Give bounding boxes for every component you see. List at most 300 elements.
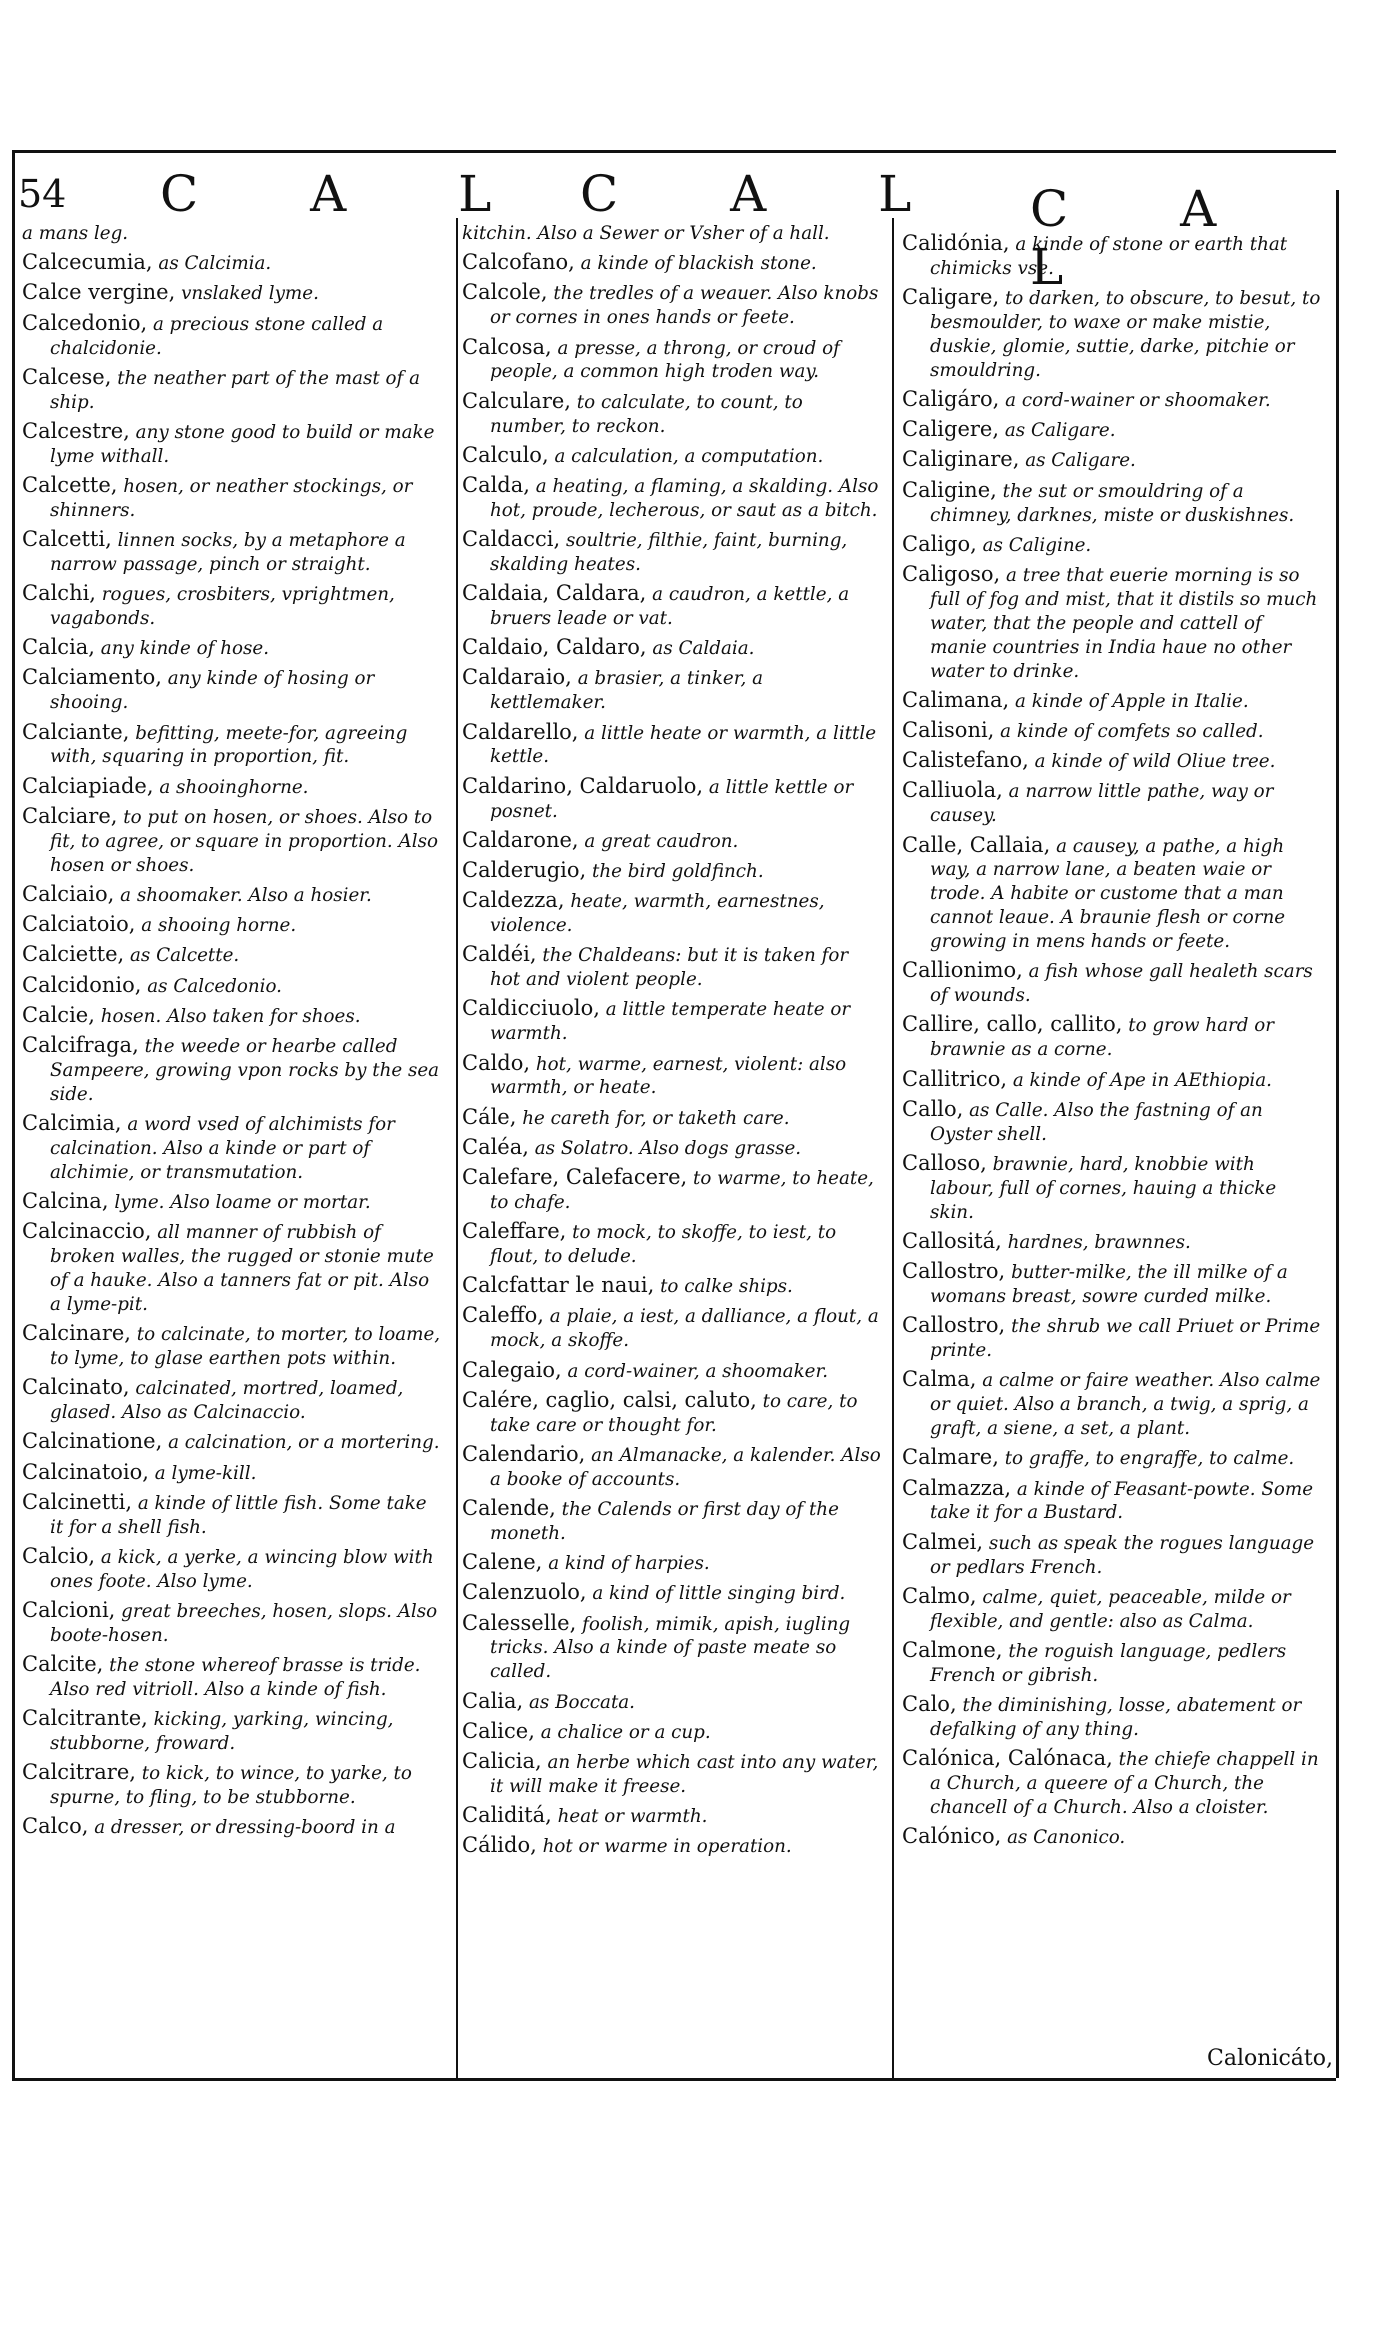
entry-definition: a dresser, or dressing-boord in a — [94, 1817, 396, 1839]
entry-headword: Calciante, — [22, 719, 130, 744]
dictionary-entry — [22, 775, 444, 800]
dictionary-entry — [462, 859, 884, 884]
entry-headword: Calcie, — [22, 1002, 95, 1027]
entry-headword: Calmazza, — [902, 1475, 1012, 1500]
entry-headword: Calculare, — [462, 388, 571, 413]
entry-headword: Calcosa, — [462, 334, 552, 359]
entry-headword: Calce vergine, — [22, 280, 176, 305]
entry-definition: to darken, to obscure, to besut, to besmoulder, to waxe or make mistie, duskie, glomie, suttie, darke, pitchie or smouldring. — [930, 288, 1321, 381]
entry-definition: the Chaldeans: but it is taken for hot and violent people. — [490, 945, 849, 991]
entry-headword: Calcitrante, — [22, 1706, 148, 1731]
entry-definition: any kinde of hose. — [100, 638, 270, 660]
dictionary-entry — [462, 636, 884, 661]
dictionary-entry — [22, 366, 444, 415]
column-separator-2 — [892, 218, 894, 2078]
entry-headword: Caldicciuolo, — [462, 996, 600, 1021]
dictionary-entry — [902, 1013, 1324, 1062]
dictionary-entry — [462, 1581, 884, 1606]
entry-definition: as Calcimia. — [158, 253, 272, 275]
dictionary-entry — [22, 805, 444, 878]
entry-definition: a kind of little singing bird. — [592, 1583, 846, 1605]
entry-headword: Calidónia, — [902, 231, 1010, 255]
entry-headword: Callostro, — [902, 1313, 1006, 1338]
dictionary-entry — [462, 222, 884, 246]
entry-headword: Caliginare, — [902, 447, 1020, 472]
entry-definition: a lyme-kill. — [154, 1462, 257, 1484]
entry-definition: the weede or hearbe called Sampeere, growing vpon rocks by the sea side. — [50, 1035, 440, 1105]
entry-definition: to grow hard or brawnie as a corne. — [930, 1015, 1275, 1061]
entry-headword: Calia, — [462, 1688, 524, 1713]
entry-definition: hardnes, brawnnes. — [1007, 1231, 1191, 1253]
dictionary-entry — [22, 1112, 444, 1185]
entry-definition: the shrub we call Priuet or Prime printe. — [930, 1316, 1321, 1362]
dictionary-entry — [462, 1359, 884, 1384]
dictionary-entry — [902, 1314, 1324, 1363]
page-number: 54 — [18, 172, 67, 216]
entry-definition: a precious stone called a chalcidonie. — [50, 313, 384, 359]
entry-headword: Calendario, — [462, 1441, 586, 1466]
column-3 — [902, 232, 1324, 1855]
entry-definition: to put on hosen, or shoes. Also to fit, to agree, or square in proportion. Also hosen or shoes. — [50, 806, 438, 876]
entry-headword: Calenzuolo, — [462, 1580, 587, 1605]
entry-definition: a cord-wainer, a shoomaker. — [567, 1360, 829, 1382]
dictionary-entry — [22, 1430, 444, 1455]
entry-definition: a little temperate heate or warmth. — [490, 999, 851, 1045]
entry-definition: rogues, crosbiters, vprightmen, vagabonds. — [50, 584, 395, 630]
dictionary-entry — [22, 1034, 444, 1107]
entry-headword: Caldo, — [462, 1050, 531, 1075]
entry-headword: Caldarello, — [462, 719, 579, 744]
running-head-2: C A L — [580, 165, 960, 223]
entry-headword: Calcinatoio, — [22, 1459, 149, 1484]
entry-definition: a kinde of comfets so called. — [1000, 720, 1264, 742]
dictionary-entry — [902, 533, 1324, 558]
dictionary-entry — [902, 232, 1324, 281]
entry-headword: Calciette, — [22, 942, 125, 967]
entry-definition: a word vsed of alchimists for calcination. Also a kinde or part of alchimie, or transmutation. — [50, 1113, 395, 1183]
dictionary-entry — [902, 388, 1324, 413]
dictionary-entry — [462, 1443, 884, 1492]
dictionary-entry — [902, 1639, 1324, 1688]
entry-definition: to calculate, to count, to number, to reckon. — [490, 391, 803, 437]
dictionary-entry — [462, 1136, 884, 1161]
dictionary-entry — [462, 1720, 884, 1745]
entry-headword: Calco, — [22, 1814, 89, 1839]
entry-definition: befitting, meete-for, agreeing with, squaring in proportion, fit. — [50, 722, 408, 768]
dictionary-entry — [22, 1599, 444, 1648]
entry-headword: Calice, — [462, 1718, 535, 1743]
entry-headword: Caldaraio, — [462, 665, 572, 690]
entry-headword: Calmo, — [902, 1583, 977, 1608]
entry-definition: a kinde of stone or earth that chimicks vse. — [930, 234, 1288, 279]
dictionary-entry — [462, 1551, 884, 1576]
dictionary-entry — [462, 1834, 884, 1859]
entry-definition: the roguish language, pedlers French or gibrish. — [930, 1640, 1287, 1686]
entry-headword: Calicia, — [462, 1748, 542, 1773]
entry-headword: Calmone, — [902, 1637, 1003, 1662]
entry-headword: Calcina, — [22, 1188, 109, 1213]
dictionary-entry — [902, 479, 1324, 528]
dictionary-entry — [462, 444, 884, 469]
dictionary-entry — [462, 390, 884, 439]
entry-definition: a chalice or a cup. — [540, 1721, 711, 1743]
dictionary-entry — [902, 1477, 1324, 1526]
entry-headword: Calcifraga, — [22, 1032, 139, 1057]
entry-headword: Caldaia, Caldara, — [462, 581, 647, 606]
entry-definition: a fish whose gall healeth scars of wounds. — [930, 961, 1313, 1007]
entry-definition: as Calcette. — [130, 945, 240, 967]
entry-headword: Caligáro, — [902, 387, 1000, 412]
dictionary-entry — [902, 286, 1324, 383]
entry-definition: a cord-wainer or shoomaker. — [1005, 390, 1271, 412]
dictionary-entry — [902, 719, 1324, 744]
entry-definition: kitchin. Also a Sewer or Vsher of a hall. — [462, 223, 830, 244]
entry-definition: heat or warmth. — [557, 1806, 708, 1828]
dictionary-entry — [462, 1106, 884, 1131]
entry-headword: Caleffo, — [462, 1303, 544, 1328]
dictionary-entry — [462, 1052, 884, 1101]
entry-headword: Calcia, — [22, 635, 95, 660]
entry-headword: Calcio, — [22, 1543, 96, 1568]
entry-definition: a little heate or warmth, a little kettle. — [490, 722, 877, 768]
dictionary-entry — [462, 281, 884, 330]
entry-definition: calcinated, mortred, loamed, glased. Also as Calcinaccio. — [50, 1378, 404, 1424]
entry-headword: Caligoso, — [902, 561, 1001, 586]
entry-definition: the neather part of the mast of a ship. — [50, 367, 421, 413]
entry-headword: Calo, — [902, 1691, 957, 1716]
entry-headword: Calciatoio, — [22, 912, 136, 937]
entry-headword: Calcette, — [22, 472, 118, 497]
dictionary-entry — [22, 582, 444, 631]
running-head-1: C A L — [160, 165, 540, 223]
entry-definition: a kinde of Feasant-powte. Some take it for a Bustard. — [930, 1478, 1314, 1524]
dictionary-entry — [22, 1322, 444, 1371]
entry-headword: Calónico, — [902, 1824, 1002, 1849]
dictionary-entry — [902, 689, 1324, 714]
dictionary-entry — [462, 1389, 884, 1438]
entry-definition: any stone good to build or make lyme withall. — [50, 421, 435, 467]
entry-definition: a causey, a pathe, a high way, a narrow lane, a beaten waie or trode. A habite or custome that a man cannot leaue. A braunie flesh or corne growing in mens hands or feete. — [930, 835, 1286, 953]
entry-definition: hot, warme, earnest, violent: also warmth, or heate. — [490, 1053, 847, 1099]
entry-definition: a plaie, a iest, a dalliance, a flout, a mock, a skoffe. — [490, 1306, 879, 1352]
entry-headword: Calére, caglio, calsi, caluto, — [462, 1387, 757, 1412]
entry-definition: he careth for, or taketh care. — [522, 1107, 790, 1129]
entry-definition: a little kettle or posnet. — [490, 776, 854, 822]
dictionary-entry — [902, 959, 1324, 1008]
entry-headword: Calcinatione, — [22, 1429, 163, 1454]
entry-headword: Caldezza, — [462, 888, 565, 913]
dictionary-entry — [22, 666, 444, 715]
entry-headword: Calcedonio, — [22, 310, 148, 335]
entry-definition: a shooing horne. — [141, 915, 297, 937]
entry-definition: to kick, to wince, to yarke, to spurne, to fling, to be stubborne. — [50, 1763, 412, 1809]
entry-headword: Calisoni, — [902, 717, 995, 742]
dictionary-entry — [462, 1497, 884, 1546]
entry-headword: Callositá, — [902, 1228, 1002, 1253]
dictionary-entry — [22, 1653, 444, 1702]
dictionary-entry — [462, 474, 884, 523]
entry-headword: Calcioni, — [22, 1597, 116, 1622]
entry-headword: Caldacci, — [462, 527, 561, 552]
entry-headword: Caleffare, — [462, 1219, 567, 1244]
dictionary-entry — [902, 1152, 1324, 1225]
entry-definition: a kinde of Ape in AEthiopia. — [1012, 1069, 1272, 1091]
dictionary-entry — [22, 281, 444, 306]
entry-definition: a kinde of little fish. Some take it for a shell fish. — [50, 1492, 427, 1538]
entry-headword: Callostro, — [902, 1259, 1006, 1284]
entry-definition: a brasier, a tinker, a kettlemaker. — [490, 668, 763, 714]
entry-headword: Calefare, Calefacere, — [462, 1165, 688, 1190]
entry-headword: Calcitrare, — [22, 1760, 136, 1785]
entry-definition: to calcinate, to morter, to loame, to lyme, to glase earthen pots within. — [50, 1324, 441, 1369]
entry-definition: to mock, to skoffe, to iest, to flout, to delude. — [490, 1222, 837, 1268]
entry-definition: lyme. Also loame or mortar. — [114, 1191, 371, 1213]
dictionary-entry — [22, 974, 444, 999]
entry-definition: soultrie, filthie, faint, burning, skalding heates. — [490, 530, 848, 575]
entry-definition: a calcination, or a mortering. — [168, 1432, 440, 1454]
entry-definition: hosen, or neather stockings, or shinners. — [50, 475, 413, 521]
entry-headword: Calcimia, — [22, 1110, 122, 1135]
dictionary-entry — [22, 1491, 444, 1540]
entry-headword: Calcite, — [22, 1652, 104, 1677]
entry-headword: Calcese, — [22, 364, 112, 389]
entry-headword: Caligare, — [902, 285, 1000, 310]
dictionary-entry — [462, 1804, 884, 1829]
dictionary-entry — [462, 251, 884, 276]
left-border — [12, 150, 15, 2078]
dictionary-entry — [902, 563, 1324, 684]
entry-definition: heate, warmth, earnestnes, violence. — [490, 891, 825, 937]
entry-definition: as Caligine. — [982, 534, 1092, 556]
column-2 — [462, 222, 884, 1864]
dictionary-entry — [902, 749, 1324, 774]
dictionary-entry — [462, 1220, 884, 1269]
entry-headword: Calcecumia, — [22, 250, 153, 275]
entry-headword: Caliditá, — [462, 1803, 552, 1828]
entry-headword: Caldaio, Caldaro, — [462, 635, 647, 660]
entry-definition: a narrow little pathe, way or causey. — [930, 781, 1274, 827]
entry-headword: Caldarone, — [462, 827, 579, 852]
dictionary-entry — [22, 222, 444, 246]
dictionary-entry — [462, 1166, 884, 1215]
entry-headword: Calderugio, — [462, 858, 587, 882]
entry-headword: Calloso, — [902, 1150, 987, 1175]
running-head-3: C A L — [1030, 180, 1265, 296]
dictionary-entry — [902, 1260, 1324, 1309]
dictionary-entry — [462, 1304, 884, 1353]
entry-headword: Caldarino, Caldaruolo, — [462, 773, 704, 798]
dictionary-entry — [902, 1368, 1324, 1441]
dictionary-entry — [22, 943, 444, 968]
dictionary-entry — [22, 1815, 444, 1840]
entry-definition: to warme, to heate, to chafe. — [490, 1168, 874, 1213]
entry-headword: Caligine, — [902, 477, 997, 502]
dictionary-entry — [462, 829, 884, 854]
entry-definition: a kind of harpies. — [548, 1553, 710, 1575]
entry-definition: a kinde of wild Oliue tree. — [1034, 751, 1276, 773]
entry-headword: Callionimo, — [902, 958, 1023, 983]
entry-headword: Calegaio, — [462, 1357, 562, 1382]
dictionary-entry — [22, 1545, 444, 1594]
entry-definition: the sut or smouldring of a chimney, darknes, miste or duskishnes. — [930, 480, 1295, 526]
dictionary-entry — [462, 582, 884, 631]
entry-definition: as Calcedonio. — [147, 975, 282, 997]
entry-headword: Calciamento, — [22, 665, 162, 690]
entry-headword: Calcinato, — [22, 1375, 130, 1400]
entry-headword: Calmei, — [902, 1529, 984, 1554]
entry-headword: Caligo, — [902, 531, 977, 556]
entry-definition: brawnie, hard, knobbie with labour, full of cornes, hauing a thicke skin. — [930, 1153, 1277, 1223]
dictionary-entry — [22, 528, 444, 577]
dictionary-entry — [22, 1220, 444, 1317]
dictionary-entry — [22, 883, 444, 908]
entry-definition: the bird goldfinch. — [592, 861, 764, 882]
entry-definition: a kick, a yerke, a wincing blow with ones foote. Also lyme. — [50, 1546, 434, 1592]
dictionary-entry — [462, 1750, 884, 1799]
dictionary-entry — [22, 1761, 444, 1810]
entry-definition: to calke ships. — [660, 1276, 793, 1298]
entry-definition: a shoomaker. Also a hosier. — [120, 884, 372, 906]
entry-headword: Calma, — [902, 1367, 977, 1392]
entry-definition: linnen socks, by a metaphore a narrow passage, pinch or straight. — [50, 530, 406, 575]
top-rule — [12, 150, 1336, 153]
entry-definition: kicking, yarking, wincing, stubborne, froward. — [50, 1709, 394, 1755]
dictionary-entry — [462, 943, 884, 992]
entry-definition: a shooinghorne. — [159, 776, 309, 798]
entry-headword: Calimana, — [902, 687, 1010, 712]
entry-definition: great breeches, hosen, slops. Also boote-hosen. — [50, 1600, 438, 1646]
dictionary-entry — [462, 666, 884, 715]
dictionary-entry — [22, 1707, 444, 1756]
dictionary-entry — [902, 779, 1324, 828]
dictionary-entry — [462, 528, 884, 577]
entry-headword: Calende, — [462, 1496, 556, 1520]
entry-definition: hosen. Also taken for shoes. — [100, 1005, 361, 1027]
entry-headword: Calcinare, — [22, 1321, 131, 1346]
entry-headword: Calónica, Calónaca, — [902, 1746, 1113, 1771]
dictionary-entry — [462, 1274, 884, 1299]
entry-definition: the stone whereof brasse is tride. Also red vitrioll. Also a kinde of fish. — [50, 1655, 421, 1700]
dictionary-entry — [902, 1531, 1324, 1580]
entry-headword: Calmare, — [902, 1445, 999, 1470]
entry-definition: a caudron, a kettle, a bruers leade or vat. — [490, 584, 850, 630]
entry-definition: as Canonico. — [1007, 1827, 1126, 1849]
dictionary-entry — [22, 251, 444, 276]
dictionary-entry — [902, 1446, 1324, 1471]
dictionary-entry — [902, 1068, 1324, 1093]
entry-definition: as Boccata. — [529, 1691, 635, 1713]
dictionary-entry — [462, 997, 884, 1046]
dictionary-entry — [902, 418, 1324, 443]
entry-definition: the diminishing, losse, abatement or defalking of any thing. — [930, 1694, 1302, 1740]
right-border — [1336, 190, 1339, 2078]
entry-definition: all manner of rubbish of broken walles, the rugged or stonie mute of a hauke. Also a tanners fat or pit. Also a lyme-pit. — [50, 1222, 434, 1315]
entry-headword: Calcole, — [462, 280, 548, 305]
dictionary-entry — [22, 474, 444, 523]
entry-headword: Calistefano, — [902, 748, 1029, 773]
dictionary-entry — [22, 913, 444, 938]
dictionary-entry — [22, 721, 444, 770]
dictionary-entry — [902, 1098, 1324, 1147]
entry-headword: Cálido, — [462, 1833, 537, 1858]
entry-headword: Callitrico, — [902, 1066, 1008, 1091]
entry-definition: the tredles of a weauer. Also knobs or cornes in ones hands or feete. — [490, 283, 879, 329]
catchword: Calonicáto, — [1207, 2046, 1333, 2071]
entry-headword: Cále, — [462, 1104, 517, 1129]
entry-headword: Calda, — [462, 472, 530, 497]
entry-headword: Calculo, — [462, 442, 549, 467]
dictionary-entry — [902, 834, 1324, 955]
entry-headword: Calcfattar le naui, — [462, 1273, 655, 1298]
entry-headword: Calcinetti, — [22, 1489, 133, 1514]
entry-headword: Calle, Callaia, — [902, 832, 1051, 857]
entry-headword: Caléa, — [462, 1134, 529, 1159]
dictionary-entry — [462, 1690, 884, 1715]
dictionary-entry — [902, 1693, 1324, 1742]
entry-definition: a heating, a flaming, a skalding. Also hot, proude, lecherous, or saut as a bitch. — [490, 475, 879, 521]
entry-definition: hot or warme in operation. — [542, 1836, 792, 1858]
column-separator-1 — [456, 218, 458, 2078]
column-1 — [22, 222, 444, 1846]
dictionary-entry — [22, 420, 444, 469]
entry-headword: Calciaio, — [22, 881, 115, 906]
dictionary-entry — [462, 336, 884, 385]
entry-headword: Calcidonio, — [22, 972, 142, 997]
dictionary-entry — [22, 312, 444, 361]
dictionary-entry — [22, 636, 444, 661]
entry-definition: as Solatro. Also dogs grasse. — [534, 1137, 802, 1159]
dictionary-entry — [902, 1747, 1324, 1820]
entry-definition: a calme or faire weather. Also calme or quiet. Also a branch, a twig, a sprig, a graft, a siene, a set, a plant. — [930, 1370, 1321, 1440]
entry-definition: an Almanacke, a kalender. Also a booke of accounts. — [490, 1444, 881, 1490]
dictionary-entry — [902, 1825, 1324, 1850]
entry-headword: Caldéi, — [462, 942, 537, 967]
entry-headword: Caligere, — [902, 417, 1000, 442]
entry-definition: foolish, mimik, apish, iugling tricks. Also a kinde of paste meate so called. — [490, 1613, 851, 1683]
dictionary-entry — [902, 448, 1324, 473]
entry-headword: Callire, callo, callito, — [902, 1012, 1123, 1037]
entry-definition: such as speak the rogues language or pedlars French. — [930, 1532, 1315, 1578]
entry-definition: butter-milke, the ill milke of a womans breast, sowre curded milke. — [930, 1262, 1288, 1307]
entry-definition: a great caudron. — [584, 830, 739, 852]
entry-definition: to graffe, to engraffe, to calme. — [1004, 1448, 1295, 1470]
dictionary-entry — [22, 1190, 444, 1215]
entry-headword: Calcinaccio, — [22, 1219, 152, 1244]
dictionary-entry — [22, 1376, 444, 1425]
entry-headword: Calcofano, — [462, 250, 575, 275]
dictionary-entry — [462, 721, 884, 770]
entry-definition: a calculation, a computation. — [554, 445, 824, 467]
entry-definition: calme, quiet, peaceable, milde or flexible, and gentle: also as Calma. — [930, 1586, 1291, 1632]
entry-definition: to care, to take care or thought for. — [490, 1390, 858, 1436]
entry-headword: Calcestre, — [22, 418, 130, 443]
entry-definition: the Calends or first day of the moneth. — [490, 1499, 839, 1544]
entry-headword: Calciapiade, — [22, 773, 154, 798]
entry-headword: Calciare, — [22, 803, 118, 828]
dictionary-entry — [902, 1585, 1324, 1634]
entry-definition: any kinde of hosing or shooing. — [50, 668, 375, 714]
entry-definition: a kinde of Apple in Italie. — [1015, 690, 1249, 712]
dictionary-entry — [22, 1004, 444, 1029]
dictionary-entry — [462, 775, 884, 824]
entry-definition: a kinde of blackish stone. — [580, 253, 817, 275]
entry-definition: a mans leg. — [22, 223, 129, 244]
entry-headword: Callo, — [902, 1096, 964, 1121]
entry-definition: as Caldaia. — [652, 638, 755, 660]
entry-headword: Calesselle, — [462, 1610, 577, 1635]
entry-headword: Calene, — [462, 1550, 543, 1575]
entry-definition: vnslaked lyme. — [181, 283, 319, 305]
